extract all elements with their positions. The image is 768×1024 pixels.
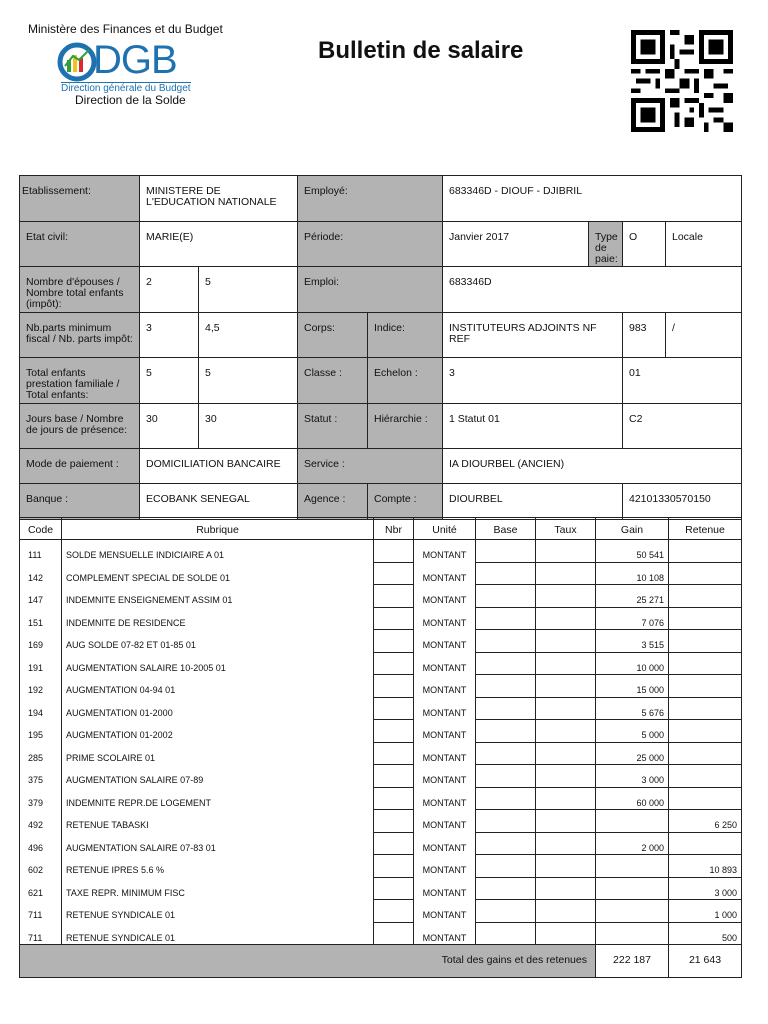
total-gain: 222 187: [596, 945, 669, 978]
cell-unite: MONTANT: [414, 562, 476, 585]
cell-base: [476, 765, 536, 788]
cell-taux: [536, 630, 596, 653]
jours-label: Jours base / Nombre de jours de présence:: [20, 404, 140, 449]
cell-retenue: [669, 630, 742, 653]
cell-unite: MONTANT: [414, 675, 476, 698]
cell-taux: [536, 900, 596, 923]
table-row: [20, 720, 742, 743]
cell-taux: [536, 607, 596, 630]
cell-base: [476, 832, 536, 855]
cell-base: [476, 607, 536, 630]
cell-rubrique: AUGMENTATION 01-2000: [62, 697, 374, 720]
compte-label: Compte :: [368, 484, 443, 520]
enfants-label: Total enfants prestation familiale / Total enfants:: [20, 358, 140, 404]
logo-brand: DGB: [93, 38, 177, 82]
cell-nbr: [374, 787, 414, 810]
table-row: [20, 787, 742, 810]
page-title: Bulletin de salaire: [318, 37, 524, 64]
echelon-value: 01: [623, 358, 742, 404]
ministry-name: Ministère des Finances et du Budget: [28, 22, 223, 36]
classe-label: Classe :: [298, 358, 368, 404]
cell-unite: MONTANT: [414, 787, 476, 810]
cell-taux: [536, 877, 596, 900]
cell-taux: [536, 585, 596, 608]
cell-code: 711: [20, 922, 62, 945]
cell-retenue: [669, 585, 742, 608]
cell-rubrique: COMPLEMENT SPECIAL DE SOLDE 01: [62, 562, 374, 585]
cell-taux: [536, 675, 596, 698]
cell-unite: MONTANT: [414, 652, 476, 675]
cell-retenue: [669, 562, 742, 585]
logo-subtitle: Direction générale du Budget: [61, 83, 191, 94]
table-row: [20, 585, 742, 608]
cell-unite: MONTANT: [414, 720, 476, 743]
statut-label: Statut :: [298, 404, 368, 449]
cell-nbr: [374, 742, 414, 765]
cell-retenue: [669, 765, 742, 788]
cell-retenue: [669, 720, 742, 743]
cell-retenue: [669, 652, 742, 675]
employe-value: 683346D - DIOUF - DJIBRIL: [443, 176, 742, 222]
emploi-label: Emploi:: [298, 267, 443, 313]
banque-label: Banque :: [20, 484, 140, 520]
statut-value: 1 Statut 01: [443, 404, 623, 449]
cell-retenue: 10 893: [669, 855, 742, 878]
cell-rubrique: AUGMENTATION SALAIRE 07-89: [62, 765, 374, 788]
cell-taux: [536, 832, 596, 855]
cell-gain: 3 000: [596, 765, 669, 788]
table-row: [20, 697, 742, 720]
banque-value: ECOBANK SENEGAL: [140, 484, 298, 520]
hierarchie-label: Hiérarchie :: [368, 404, 443, 449]
cell-base: [476, 810, 536, 833]
table-row: [20, 922, 742, 945]
cell-rubrique: AUG SOLDE 07-82 ET 01-85 01: [62, 630, 374, 653]
mode-paiement-label: Mode de paiement :: [20, 449, 140, 484]
cell-code: 194: [20, 697, 62, 720]
etablissement-value: MINISTERE DE L'EDUCATION NATIONALE: [140, 176, 298, 222]
cell-code: 285: [20, 742, 62, 765]
table-row: [20, 742, 742, 765]
cell-taux: [536, 562, 596, 585]
cell-code: 192: [20, 675, 62, 698]
cell-base: [476, 562, 536, 585]
table-row: [20, 832, 742, 855]
table-row: [20, 652, 742, 675]
cell-unite: MONTANT: [414, 900, 476, 923]
cell-retenue: [669, 697, 742, 720]
cell-code: 379: [20, 787, 62, 810]
hierarchie-value: C2: [623, 404, 742, 449]
cell-gain: 3 515: [596, 630, 669, 653]
table-row: [20, 630, 742, 653]
cell-rubrique: RETENUE SYNDICALE 01: [62, 900, 374, 923]
cell-base: [476, 652, 536, 675]
cell-unite: MONTANT: [414, 765, 476, 788]
cell-taux: [536, 765, 596, 788]
cell-taux: [536, 652, 596, 675]
classe-value: 3: [443, 358, 623, 404]
cell-base: [476, 697, 536, 720]
cell-taux: [536, 922, 596, 945]
table-row: [20, 540, 742, 563]
cell-retenue: [669, 742, 742, 765]
cell-code: 147: [20, 585, 62, 608]
type-paie-value: Locale: [666, 222, 742, 267]
cell-nbr: [374, 562, 414, 585]
cell-rubrique: AUGMENTATION 01-2002: [62, 720, 374, 743]
cell-nbr: [374, 877, 414, 900]
header-nbr: Nbr: [374, 518, 414, 540]
dgb-emblem-icon: [57, 42, 97, 82]
cell-gain: [596, 877, 669, 900]
parts-impot-value: 4,5: [199, 313, 298, 358]
cell-rubrique: SOLDE MENSUELLE INDICIAIRE A 01: [62, 540, 374, 563]
cell-nbr: [374, 697, 414, 720]
header-base: Base: [476, 518, 536, 540]
cell-gain: 5 000: [596, 720, 669, 743]
parts-min-value: 3: [140, 313, 199, 358]
cell-retenue: 1 000: [669, 900, 742, 923]
cell-taux: [536, 787, 596, 810]
cell-unite: MONTANT: [414, 855, 476, 878]
indice-label: Indice:: [368, 313, 443, 358]
cell-retenue: 3 000: [669, 877, 742, 900]
echelon-label: Echelon :: [368, 358, 443, 404]
periode-label: Période:: [298, 222, 443, 267]
cell-rubrique: AUGMENTATION 04-94 01: [62, 675, 374, 698]
qr-code-icon: [628, 30, 736, 132]
cell-gain: 15 000: [596, 675, 669, 698]
cell-nbr: [374, 652, 414, 675]
service-value: IA DIOURBEL (ANCIEN): [443, 449, 742, 484]
cell-retenue: [669, 607, 742, 630]
indice-value: 983: [623, 313, 666, 358]
table-row: [20, 877, 742, 900]
cell-retenue: [669, 832, 742, 855]
table-row: [20, 765, 742, 788]
cell-unite: MONTANT: [414, 832, 476, 855]
table-row: [20, 855, 742, 878]
table-row: [20, 675, 742, 698]
enfants-prest-value: 5: [140, 358, 199, 404]
header-retenue: Retenue: [669, 518, 742, 540]
cell-gain: 10 000: [596, 652, 669, 675]
cell-code: 191: [20, 652, 62, 675]
etat-civil-value: MARIE(E): [140, 222, 298, 267]
cell-rubrique: INDEMNITE ENSEIGNEMENT ASSIM 01: [62, 585, 374, 608]
cell-gain: 25 000: [596, 742, 669, 765]
type-paie-code: O: [623, 222, 666, 267]
cell-taux: [536, 855, 596, 878]
service-label: Service :: [298, 449, 443, 484]
direction-name: Direction de la Solde: [75, 93, 186, 107]
cell-retenue: [669, 540, 742, 563]
cell-rubrique: AUGMENTATION SALAIRE 07-83 01: [62, 832, 374, 855]
jours-presence-value: 30: [199, 404, 298, 449]
pay-items-table: [19, 517, 742, 978]
cell-rubrique: RETENUE SYNDICALE 01: [62, 922, 374, 945]
cell-code: 111: [20, 540, 62, 563]
cell-rubrique: RETENUE TABASKI: [62, 810, 374, 833]
table-row: [20, 810, 742, 833]
cell-gain: [596, 810, 669, 833]
header-code: Code: [20, 518, 62, 540]
cell-unite: MONTANT: [414, 810, 476, 833]
cell-nbr: [374, 900, 414, 923]
agence-value: DIOURBEL: [443, 484, 623, 520]
cell-base: [476, 742, 536, 765]
cell-rubrique: RETENUE IPRES 5.6 %: [62, 855, 374, 878]
cell-nbr: [374, 540, 414, 563]
pay-items-body: [20, 540, 742, 945]
cell-base: [476, 900, 536, 923]
cell-nbr: [374, 855, 414, 878]
enfants-impot-value: 5: [199, 267, 298, 313]
cell-base: [476, 855, 536, 878]
header-rubrique: Rubrique: [62, 518, 374, 540]
epouses-label: Nombre d'épouses / Nombre total enfants (impôt):: [20, 267, 140, 313]
cell-taux: [536, 810, 596, 833]
cell-code: 711: [20, 900, 62, 923]
cell-base: [476, 787, 536, 810]
cell-unite: MONTANT: [414, 742, 476, 765]
cell-gain: 5 676: [596, 697, 669, 720]
cell-unite: MONTANT: [414, 607, 476, 630]
cell-rubrique: INDEMNITE DE RESIDENCE: [62, 607, 374, 630]
cell-nbr: [374, 585, 414, 608]
jours-base-value: 30: [140, 404, 199, 449]
cell-gain: 2 000: [596, 832, 669, 855]
cell-gain: 60 000: [596, 787, 669, 810]
epouses-value: 2: [140, 267, 199, 313]
indice-extra: /: [666, 313, 742, 358]
parts-label: Nb.parts minimum fiscal / Nb. parts impôt:: [20, 313, 140, 358]
cell-base: [476, 675, 536, 698]
cell-rubrique: INDEMNITE REPR.DE LOGEMENT: [62, 787, 374, 810]
cell-gain: 10 108: [596, 562, 669, 585]
agence-label: Agence :: [298, 484, 368, 520]
total-retenue: 21 643: [669, 945, 742, 978]
cell-retenue: 500: [669, 922, 742, 945]
total-label: Total des gains et des retenues: [20, 945, 596, 978]
cell-base: [476, 540, 536, 563]
cell-base: [476, 877, 536, 900]
cell-taux: [536, 697, 596, 720]
cell-gain: 50 541: [596, 540, 669, 563]
cell-base: [476, 922, 536, 945]
table-row: [20, 607, 742, 630]
cell-retenue: 6 250: [669, 810, 742, 833]
dgb-logo: [57, 38, 217, 97]
cell-gain: [596, 922, 669, 945]
cell-retenue: [669, 787, 742, 810]
cell-code: 375: [20, 765, 62, 788]
table-row: [20, 900, 742, 923]
header-gain: Gain: [596, 518, 669, 540]
periode-value: Janvier 2017: [443, 222, 589, 267]
cell-code: 492: [20, 810, 62, 833]
cell-code: 602: [20, 855, 62, 878]
mode-paiement-value: DOMICILIATION BANCAIRE: [140, 449, 298, 484]
cell-unite: MONTANT: [414, 630, 476, 653]
cell-nbr: [374, 922, 414, 945]
header-unite: Unité: [414, 518, 476, 540]
cell-base: [476, 720, 536, 743]
cell-code: 496: [20, 832, 62, 855]
header-taux: Taux: [536, 518, 596, 540]
cell-gain: [596, 855, 669, 878]
compte-value: 42101330570150: [623, 484, 742, 520]
cell-unite: MONTANT: [414, 697, 476, 720]
cell-rubrique: PRIME SCOLAIRE 01: [62, 742, 374, 765]
cell-nbr: [374, 607, 414, 630]
etablissement-label: Etablissement:: [20, 176, 140, 222]
cell-base: [476, 585, 536, 608]
cell-nbr: [374, 675, 414, 698]
enfants-total-value: 5: [199, 358, 298, 404]
cell-base: [476, 630, 536, 653]
cell-unite: MONTANT: [414, 922, 476, 945]
cell-unite: MONTANT: [414, 585, 476, 608]
table-row: [20, 562, 742, 585]
cell-unite: MONTANT: [414, 540, 476, 563]
corps-label: Corps:: [298, 313, 368, 358]
cell-taux: [536, 742, 596, 765]
cell-rubrique: AUGMENTATION SALAIRE 10-2005 01: [62, 652, 374, 675]
etat-civil-label: Etat civil:: [20, 222, 140, 267]
cell-nbr: [374, 832, 414, 855]
cell-code: 151: [20, 607, 62, 630]
cell-retenue: [669, 675, 742, 698]
cell-gain: [596, 900, 669, 923]
corps-value: INSTITUTEURS ADJOINTS NF REF: [443, 313, 623, 358]
cell-gain: 25 271: [596, 585, 669, 608]
cell-code: 142: [20, 562, 62, 585]
cell-taux: [536, 720, 596, 743]
cell-code: 621: [20, 877, 62, 900]
employe-label: Employé:: [298, 176, 443, 222]
cell-rubrique: TAXE REPR. MINIMUM FISC: [62, 877, 374, 900]
cell-code: 169: [20, 630, 62, 653]
cell-unite: MONTANT: [414, 877, 476, 900]
cell-gain: 7 076: [596, 607, 669, 630]
type-paie-label: Type de paie:: [589, 222, 623, 267]
employee-info-table: [19, 175, 742, 520]
cell-nbr: [374, 630, 414, 653]
emploi-value: 683346D: [443, 267, 742, 313]
cell-code: 195: [20, 720, 62, 743]
cell-nbr: [374, 765, 414, 788]
cell-nbr: [374, 720, 414, 743]
cell-nbr: [374, 810, 414, 833]
cell-taux: [536, 540, 596, 563]
